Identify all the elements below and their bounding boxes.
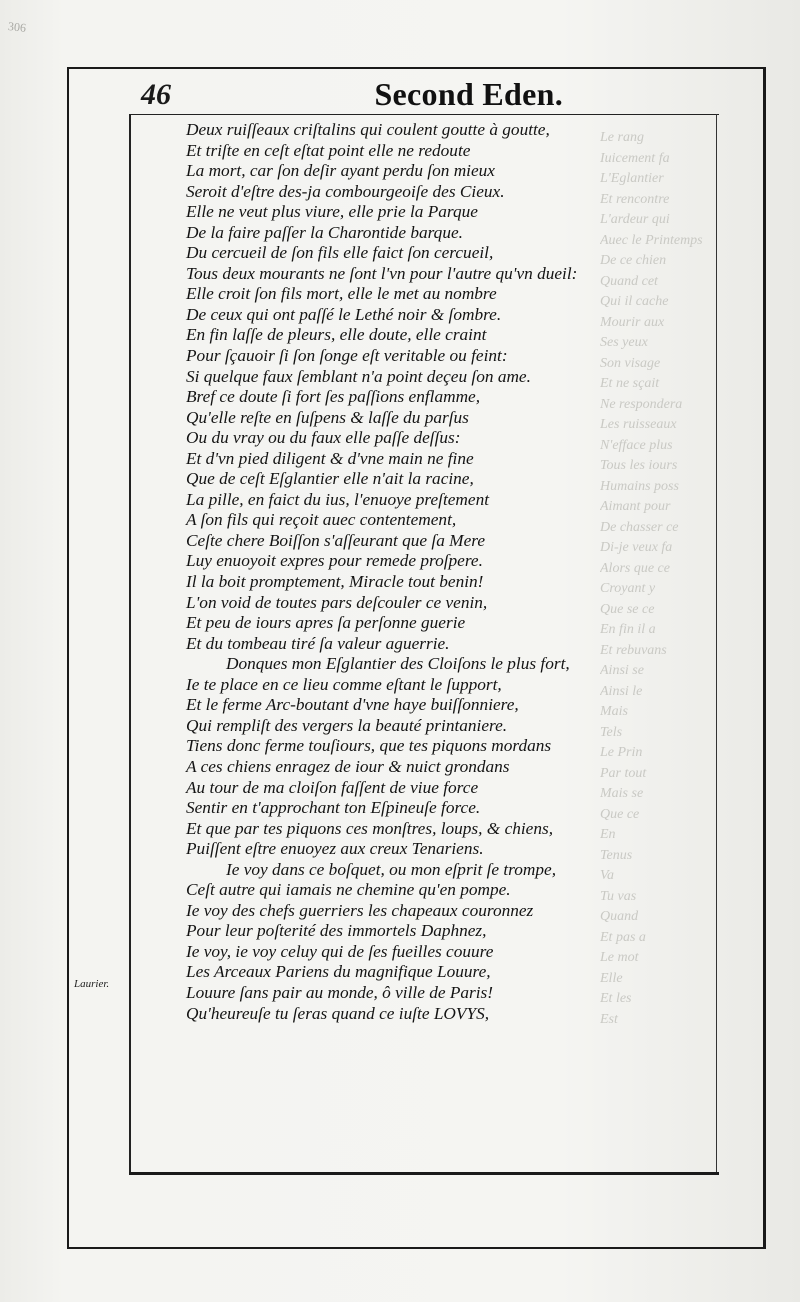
poem-line: Et peu de iours apres ſa perſonne guerie	[186, 613, 466, 633]
poem-line: Elle croit ſon fils mort, elle le met au nombre	[186, 284, 497, 304]
poem-line: Au tour de ma cloiſon faſſent de viue force	[186, 777, 479, 797]
poem-line: Ie voy, ie voy celuy qui de ſes fueilles couure	[186, 941, 494, 961]
bottom-rule	[129, 1172, 719, 1175]
poem-line: Sentir en t'approchant ton Eſpineuſe force.	[186, 798, 481, 818]
poem-line: Pour leur poſterité des immortels Daphnez,	[186, 921, 487, 941]
poem-line: Et le ferme Arc-boutant d'vne haye buiſſonniere,	[186, 695, 519, 715]
poem-line: De ceux qui ont paſſé le Lethé noir & ſombre.	[186, 304, 502, 324]
poem-line: L'on void de toutes pars deſcouler ce venin,	[186, 592, 488, 612]
poem-line: A ces chiens enragez de iour & nuict grondans	[186, 756, 510, 776]
poem-line: Donques mon Eſglantier des Cloiſons le plus fort,	[226, 654, 570, 674]
poem-line: Et que par tes piquons ces monſtres, loups, & chiens,	[186, 818, 554, 838]
poem-line: Seroit d'eſtre des-ja combourgeoiſe des Cieux.	[186, 181, 505, 201]
page-number: 46	[141, 78, 171, 111]
poem-line: Ie voy des chefs guerriers les chapeaux couronnez	[186, 900, 534, 920]
show-through-text: Le rang Iuicement fa L'Eglantier Et rencontre L'ardeur qui Auec le Printemps De ce chien Quand cet Qui il cache Mourir aux Ses yeux Son visage Et ne sçait Ne respondera Les ruisseaux N'efface plus Tous les iours Humains poss Aimant pour De chasser ce Di-je veux fa Alors que ce Croyant y Que se ce En fin il a Et rebuvans Ainsi se Ainsi le Mais Tels Le Prin Par tout Mais se Que ce En Tenus Va Tu vas Quand Et pas a Le mot Elle Et les Est	[600, 130, 703, 1027]
poem-line: En fin laſſe de pleurs, elle doute, elle craint	[186, 325, 487, 345]
poem-line: De la faire paſſer la Charontide barque.	[186, 222, 463, 242]
poem-line: La pille, en faict du ius, l'enuoye preſtement	[186, 489, 490, 509]
margin-note: Laurier.	[74, 978, 110, 990]
poem-line: Ceſte chere Boiſſon s'aſſeurant que ſa Mere	[186, 530, 486, 550]
poem-line: Il la boit promptement, Miracle tout benin!	[186, 572, 484, 592]
poem-line: Puiſſent eſtre enuoyez aux creux Tenariens.	[186, 839, 484, 859]
poem-text	[186, 120, 606, 1024]
poem-line: Luy enuoyoit expres pour remede proſpere.	[186, 551, 483, 571]
poem-line: Qu'elle reſte en ſuſpens & laſſe du parſus	[186, 407, 469, 427]
poem-line: Et triſte en ceſt eſtat point elle ne redoute	[186, 140, 471, 160]
poem-line: Si quelque faux ſemblant n'a point deçeu ſon ame.	[186, 366, 531, 386]
poem-line: Ie voy dans ce boſquet, ou mon eſprit ſe trompe,	[226, 859, 557, 879]
poem-line: Ou du vray ou du faux elle paſſe deſſus:	[186, 428, 461, 448]
poem-line: Et du tombeau tiré ſa valeur aguerrie.	[186, 633, 450, 653]
poem-line: A ſon fils qui reçoit auec contentement,	[186, 510, 457, 530]
poem-line: Qui rempliſt des vergers la beauté printaniere.	[186, 715, 508, 735]
poem-line: Qu'heureuſe tu ſeras quand ce iuſte LOVYS,	[186, 1003, 490, 1023]
poem-line: Les Arceaux Pariens du magnifique Louure,	[186, 962, 491, 982]
poem-line: Tiens donc ferme touſiours, que tes piquons mordans	[186, 736, 552, 756]
handwritten-annotation: 306	[7, 19, 27, 35]
poem-line: Et d'vn pied diligent & d'vne main ne fine	[186, 448, 474, 468]
poem-line: Elle ne veut plus viure, elle prie la Parque	[186, 202, 478, 222]
poem-line: Ceſt autre qui iamais ne chemine qu'en pompe.	[186, 880, 511, 900]
poem-line: Deux ruiſſeaux criſtalins qui coulent goutte à goutte,	[186, 120, 550, 139]
running-title: Second Eden.	[374, 76, 563, 112]
poem-line: Bref ce doute ſi fort ſes paſſions enflamme,	[186, 387, 481, 407]
page-header	[141, 74, 563, 114]
poem-line: Pour ſçauoir ſi ſon ſonge eſt veritable ou feint:	[186, 346, 508, 366]
poem-line: Du cercueil de ſon fils elle faict ſon cercueil,	[186, 243, 494, 263]
poem-line: Louure ſans pair au monde, ô ville de Paris!	[186, 982, 494, 1002]
poem-line: La mort, car ſon deſir ayant perdu ſon mieux	[186, 161, 495, 181]
poem-line: Que de ceſt Eſglantier elle n'ait la racine,	[186, 469, 474, 489]
poem-line: Ie te place en ce lieu comme eſtant le ſupport,	[186, 674, 502, 694]
right-rule	[716, 114, 717, 1174]
poem-line: Tous deux mourants ne ſont l'vn pour l'autre qu'vn dueil:	[186, 263, 578, 283]
